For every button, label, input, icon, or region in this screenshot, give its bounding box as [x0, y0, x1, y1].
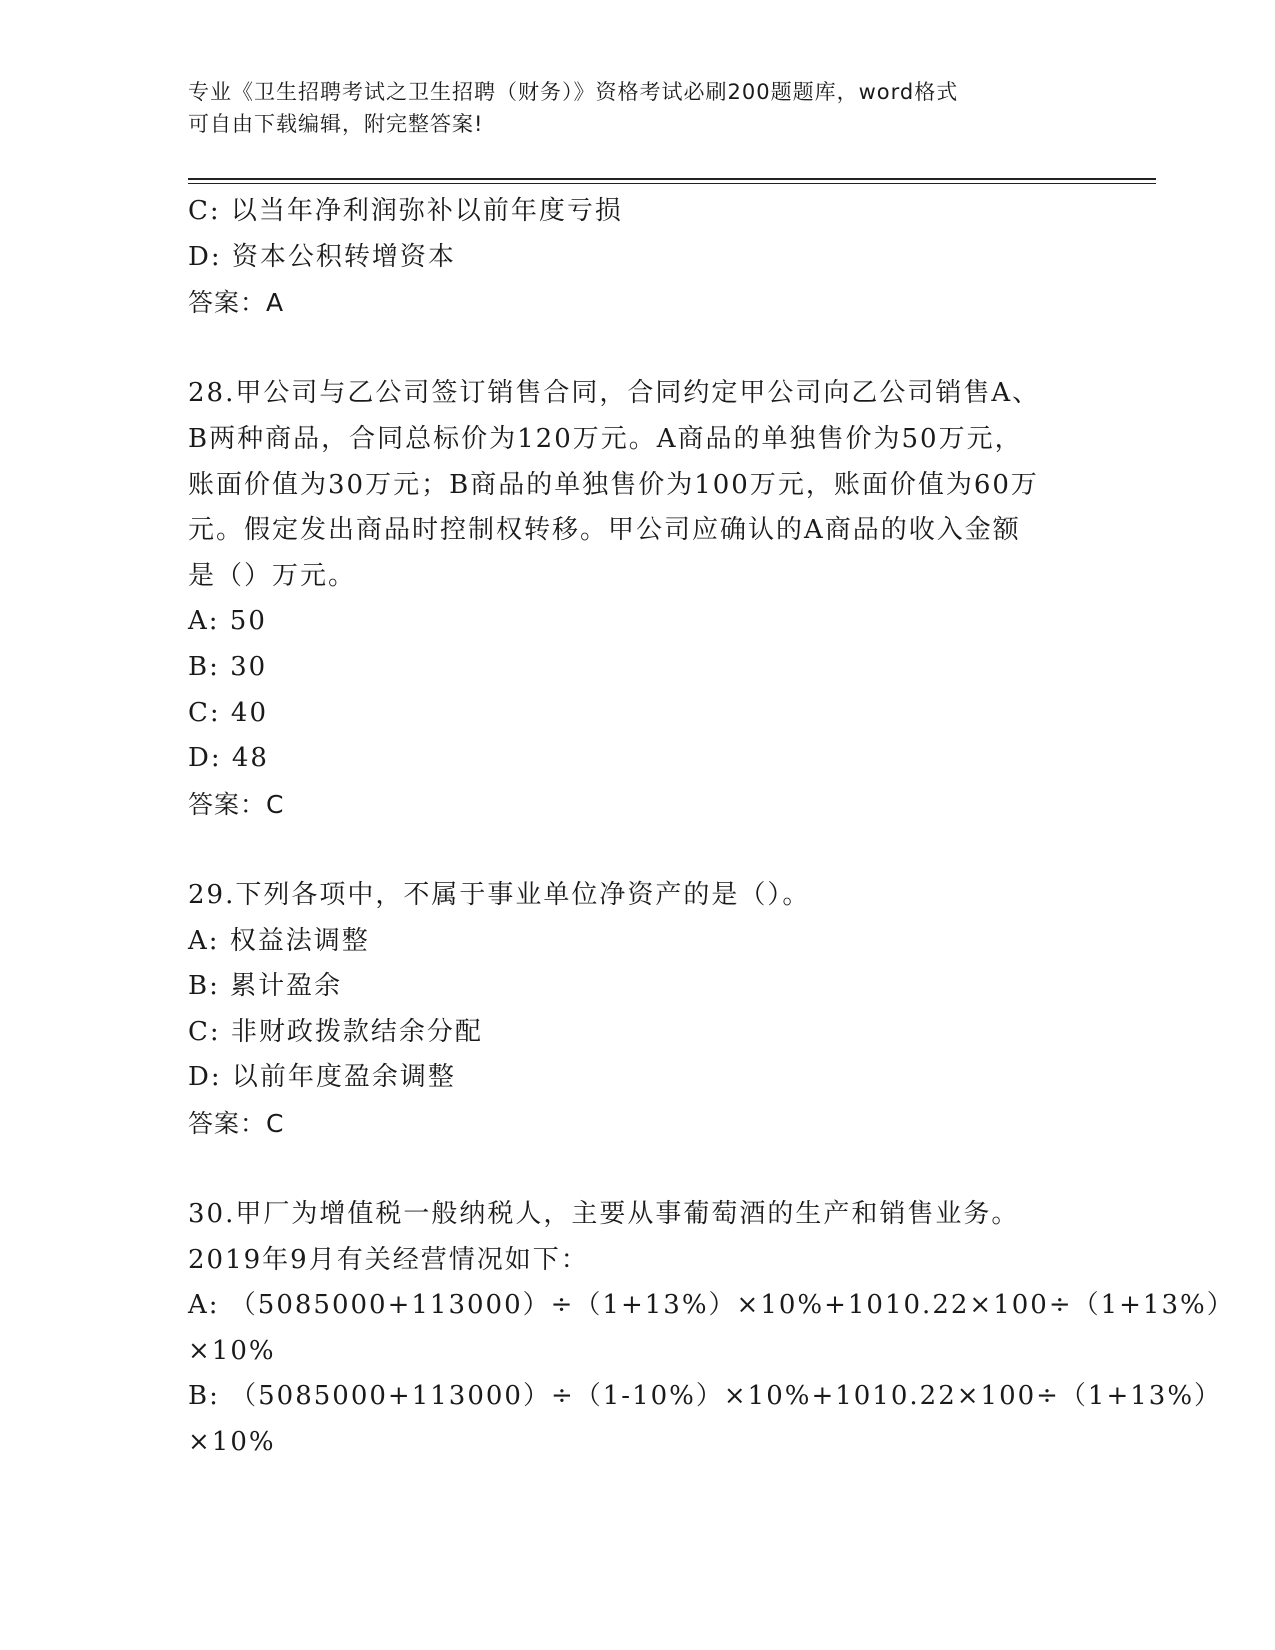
option-a: A: 权益法调整 [188, 925, 370, 956]
question-28 [188, 371, 1088, 827]
option-a: A: 50 [188, 606, 267, 637]
option-d: D: 以前年度盈余调整 [188, 1062, 456, 1093]
answer-line: 答案：C [188, 1108, 285, 1138]
option-c: C: 以当年净利润弥补以前年度亏损 [188, 196, 623, 226]
spacer [188, 827, 1088, 873]
spacer [188, 326, 1088, 372]
question-30 [188, 1192, 1235, 1466]
question-stem-line: 2019年9月有关经营情况如下： [188, 1244, 589, 1275]
question-stem-line: 30.甲厂为增值税一般纳税人，主要从事葡萄酒的生产和销售业务。 [188, 1199, 1020, 1230]
question-stem-line: B两种商品，合同总标价为120万元。A商品的单独售价为50万元， [188, 423, 1023, 454]
header-title-line-1: 专业《卫生招聘考试之卫生招聘（财务）》资格考试必刷200题题库，word格式 [188, 80, 959, 104]
question-stem-line: 是（）万元。 [188, 560, 357, 591]
option-a: A: （5085000+113000）÷（1+13%）×10%+1010.22×100÷（1+13%） [188, 1290, 1235, 1321]
question-29 [188, 873, 1088, 1147]
option-d: D: 资本公积转增资本 [188, 241, 456, 272]
previous-question-tail [188, 189, 1088, 326]
option-b: B: 累计盈余 [188, 971, 343, 1002]
option-b: B: （5085000+113000）÷（1-10%）×10%+1010.22×100÷（1+13%） [188, 1381, 1223, 1412]
header-rule-thin [188, 183, 1156, 184]
option-c: C: 非财政拨款结余分配 [188, 1016, 483, 1047]
option-a-continued: ×10% [188, 1335, 276, 1366]
option-d: D: 48 [188, 743, 269, 774]
question-stem-line: 29.下列各项中，不属于事业单位净资产的是（）。 [188, 879, 811, 910]
spacer [188, 1146, 1088, 1192]
answer-line: 答案：C [188, 789, 285, 819]
header-title-line-2: 可自由下载编辑，附完整答案! [188, 112, 484, 136]
question-stem-line: 账面价值为30万元；B商品的单独售价为100万元，账面价值为60万 [188, 469, 1039, 500]
document-header [188, 76, 1088, 140]
header-rule-thick [188, 178, 1156, 180]
option-b: B: 30 [188, 651, 268, 682]
option-b-continued: ×10% [188, 1427, 276, 1458]
question-list [188, 189, 1235, 1466]
question-stem-line: 元。假定发出商品时控制权转移。甲公司应确认的A商品的收入金额 [188, 515, 1021, 546]
option-c: C: 40 [188, 697, 269, 728]
answer-line: 答案：A [188, 288, 285, 318]
question-stem-line: 28.甲公司与乙公司签订销售合同，合同约定甲公司向乙公司销售A、 [188, 378, 1041, 409]
